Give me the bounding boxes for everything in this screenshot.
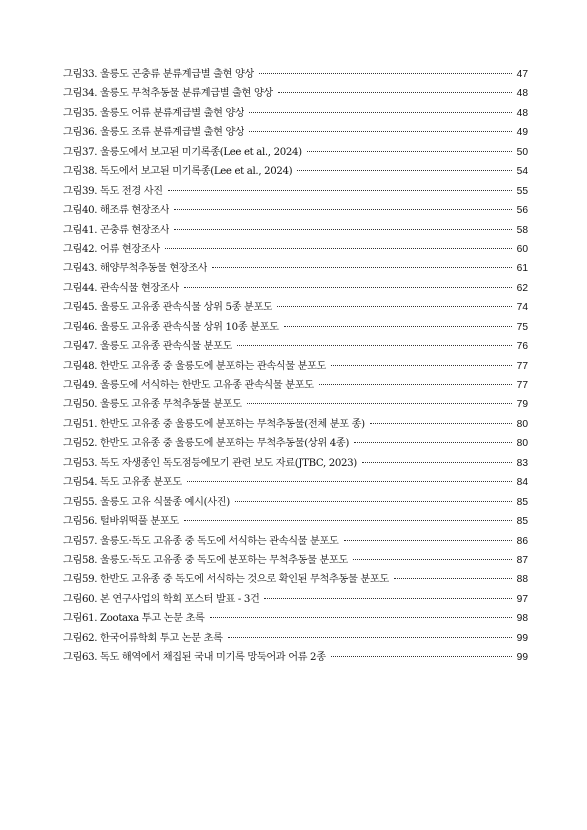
toc-leader-dots: [165, 248, 512, 249]
toc-leader-dots: [344, 540, 512, 541]
toc-leader-dots: [331, 656, 512, 657]
toc-leader-dots: [370, 423, 512, 424]
toc-leader-dots: [264, 598, 512, 599]
toc-entry[interactable]: [63, 473, 528, 492]
toc-entry-page-number: 99: [516, 632, 528, 644]
toc-leader-dots: [212, 267, 512, 268]
toc-entry-page-number: 77: [516, 360, 528, 372]
toc-entry-page-number: 58: [516, 224, 528, 236]
toc-entry[interactable]: [63, 629, 528, 648]
toc-entry-label: 그림37. 울릉도에서 보고된 미기록종(Lee et al., 2024): [63, 146, 302, 158]
toc-entry-label: 그림39. 독도 전경 사진: [63, 185, 163, 197]
toc-entry-label: 그림52. 한반도 고유종 중 울릉도에 분포하는 무척추동물(상위 4종): [63, 438, 350, 450]
toc-entry[interactable]: [63, 259, 528, 278]
toc-entry[interactable]: [63, 532, 528, 551]
toc-entry-page-number: 97: [516, 593, 528, 605]
toc-entry-label: 그림57. 울릉도·독도 고유종 중 독도에 서식하는 관속식물 분포도: [63, 535, 339, 547]
toc-entry-page-number: 48: [516, 88, 528, 100]
toc-entry-label: 그림45. 울릉도 고유종 관속식물 상위 5종 분포도: [63, 302, 273, 314]
toc-leader-dots: [259, 73, 512, 74]
toc-entry[interactable]: [63, 104, 528, 123]
toc-entry[interactable]: [63, 162, 528, 181]
toc-leader-dots: [331, 365, 512, 366]
toc-entry-page-number: 60: [516, 243, 528, 255]
toc-leader-dots: [362, 462, 512, 463]
toc-entry-label: 그림40. 해조류 현장조사: [63, 205, 170, 217]
toc-leader-dots: [277, 306, 512, 307]
toc-entry-page-number: 77: [516, 380, 528, 391]
toc-entry-label: 그림36. 울릉도 조류 분류계급별 출현 양상: [63, 127, 245, 139]
toc-entry[interactable]: [63, 551, 528, 570]
toc-entry-label: 그림55. 울릉도 고유 식물종 예시(사진): [63, 496, 230, 508]
toc-leader-dots: [319, 384, 512, 385]
toc-entry-label: 그림53. 독도 자생종인 독도점등에모기 관련 보도 자료(JTBC, 2023): [63, 457, 357, 469]
toc-entry-label: 그림41. 곤충류 현장조사: [63, 224, 170, 236]
toc-entry[interactable]: [63, 337, 528, 356]
toc-leader-dots: [353, 559, 512, 560]
toc-entry-page-number: 50: [516, 146, 528, 158]
toc-leader-dots: [210, 617, 512, 618]
toc-entry[interactable]: [63, 298, 528, 317]
toc-entry-label: 그림54. 독도 고유종 분포도: [63, 477, 182, 489]
toc-entry-label: 그림59. 한반도 고유종 중 독도에 서식하는 것으로 확인된 무척추동물 분포도: [63, 574, 389, 586]
toc-entry[interactable]: [63, 318, 528, 337]
toc-entry-page-number: 86: [516, 535, 528, 547]
toc-entry-label: 그림35. 울릉도 어류 분류계급별 출현 양상: [63, 107, 245, 119]
toc-leader-dots: [278, 92, 512, 93]
toc-entry-label: 그림33. 울릉도 곤충류 분류계급별 출현 양상: [63, 69, 254, 80]
toc-leader-dots: [235, 501, 512, 502]
toc-entry-page-number: 80: [516, 418, 528, 430]
toc-entry[interactable]: [63, 454, 528, 473]
toc-entry-page-number: 47: [516, 69, 528, 80]
toc-entry-label: 그림38. 독도에서 보고된 미기록종(Lee et al., 2024): [63, 166, 293, 178]
toc-leader-dots: [174, 209, 512, 210]
toc-leader-dots: [247, 403, 512, 404]
toc-leader-dots: [249, 112, 512, 113]
toc-entry[interactable]: [63, 590, 528, 609]
toc-leader-dots: [187, 481, 512, 482]
toc-leader-dots: [297, 170, 512, 171]
toc-entry-label: 그림48. 한반도 고유종 중 울릉도에 분포하는 관속식물 분포도: [63, 360, 327, 372]
toc-entry-page-number: 56: [516, 205, 528, 217]
toc-entry-page-number: 80: [516, 438, 528, 450]
toc-entry[interactable]: [63, 376, 528, 395]
toc-leader-dots: [174, 229, 512, 230]
toc-entry-page-number: 49: [516, 127, 528, 139]
toc-entry[interactable]: [63, 648, 528, 667]
toc-entry[interactable]: [63, 395, 528, 414]
toc-entry[interactable]: [63, 279, 528, 298]
toc-entry-page-number: 54: [516, 166, 528, 178]
toc-entry-label: 그림44. 관속식물 현장조사: [63, 282, 179, 294]
toc-entry-label: 그림34. 울릉도 무척추동물 분류계급별 출현 양상: [63, 88, 273, 100]
toc-entry-label: 그림60. 본 연구사업의 학회 포스터 발표 - 3건: [63, 593, 260, 605]
toc-entry[interactable]: [63, 221, 528, 240]
toc-entry-label: 그림46. 울릉도 고유종 관속식물 상위 10종 분포도: [63, 321, 279, 333]
toc-entry-label: 그림50. 울릉도 고유종 무척추동물 분포도: [63, 399, 242, 411]
toc-entry-label: 그림49. 울릉도에 서식하는 한반도 고유종 관속식물 분포도: [63, 380, 314, 391]
toc-leader-dots: [228, 637, 512, 638]
toc-leader-dots: [354, 442, 512, 443]
toc-entry[interactable]: [63, 512, 528, 531]
toc-entry-page-number: 83: [516, 457, 528, 469]
toc-entry-label: 그림42. 어류 현장조사: [63, 243, 160, 255]
toc-entry-page-number: 74: [516, 302, 528, 314]
toc-entry-label: 그림56. 털바위떡풀 분포도: [63, 516, 179, 528]
toc-entry-page-number: 79: [516, 399, 528, 411]
toc-entry[interactable]: [63, 143, 528, 162]
toc-entry[interactable]: [63, 493, 528, 512]
toc-entry-label: 그림63. 독도 해역에서 채집된 국내 미기록 망둑어과 어류 2종: [63, 652, 326, 664]
toc-leader-dots: [284, 326, 512, 327]
toc-entry[interactable]: [63, 65, 528, 84]
toc-entry-page-number: 99: [516, 652, 528, 664]
toc-entry-page-number: 61: [516, 263, 528, 275]
toc-entry[interactable]: [63, 201, 528, 220]
toc-entry[interactable]: [63, 415, 528, 434]
toc-entry-label: 그림51. 한반도 고유종 중 울릉도에 분포하는 무척추동물(전체 분포 종): [63, 418, 365, 430]
toc-entry[interactable]: [63, 182, 528, 201]
toc-entry[interactable]: [63, 123, 528, 142]
toc-leader-dots: [307, 151, 512, 152]
toc-entry-page-number: 48: [516, 107, 528, 119]
toc-entry-label: 그림61. Zootaxa 투고 논문 초록: [63, 613, 205, 625]
toc-leader-dots: [249, 131, 512, 132]
toc-entry-page-number: 85: [516, 516, 528, 528]
toc-leader-dots: [184, 520, 512, 521]
toc-entry[interactable]: [63, 240, 528, 259]
toc-entry-label: 그림62. 한국어류학회 투고 논문 초록: [63, 632, 223, 644]
toc-entry-page-number: 55: [516, 185, 528, 197]
toc-leader-dots: [184, 287, 512, 288]
toc-entry-label: 그림58. 울릉도·독도 고유종 중 독도에 분포하는 무척추동물 분포도: [63, 554, 349, 566]
toc-entry-page-number: 84: [516, 477, 528, 489]
toc-entry[interactable]: [63, 434, 528, 453]
toc-entry[interactable]: [63, 609, 528, 628]
toc-entry-page-number: 98: [516, 613, 528, 625]
toc-leader-dots: [168, 190, 512, 191]
toc-entry[interactable]: [63, 84, 528, 103]
toc-entry-page-number: 76: [516, 341, 528, 353]
toc-entry-label: 그림47. 울릉도 고유종 관속식물 분포도: [63, 341, 233, 353]
toc-entry-page-number: 87: [516, 554, 528, 566]
toc-entry-page-number: 62: [516, 282, 528, 294]
toc-entry-page-number: 85: [516, 496, 528, 508]
toc-entry[interactable]: [63, 570, 528, 589]
toc-leader-dots: [394, 578, 512, 579]
toc-entry-page-number: 88: [516, 574, 528, 586]
figure-list: [63, 65, 528, 668]
toc-entry-page-number: 75: [516, 321, 528, 333]
toc-leader-dots: [237, 345, 512, 346]
toc-entry-label: 그림43. 해양무척추동물 현장조사: [63, 263, 208, 275]
toc-entry[interactable]: [63, 357, 528, 376]
